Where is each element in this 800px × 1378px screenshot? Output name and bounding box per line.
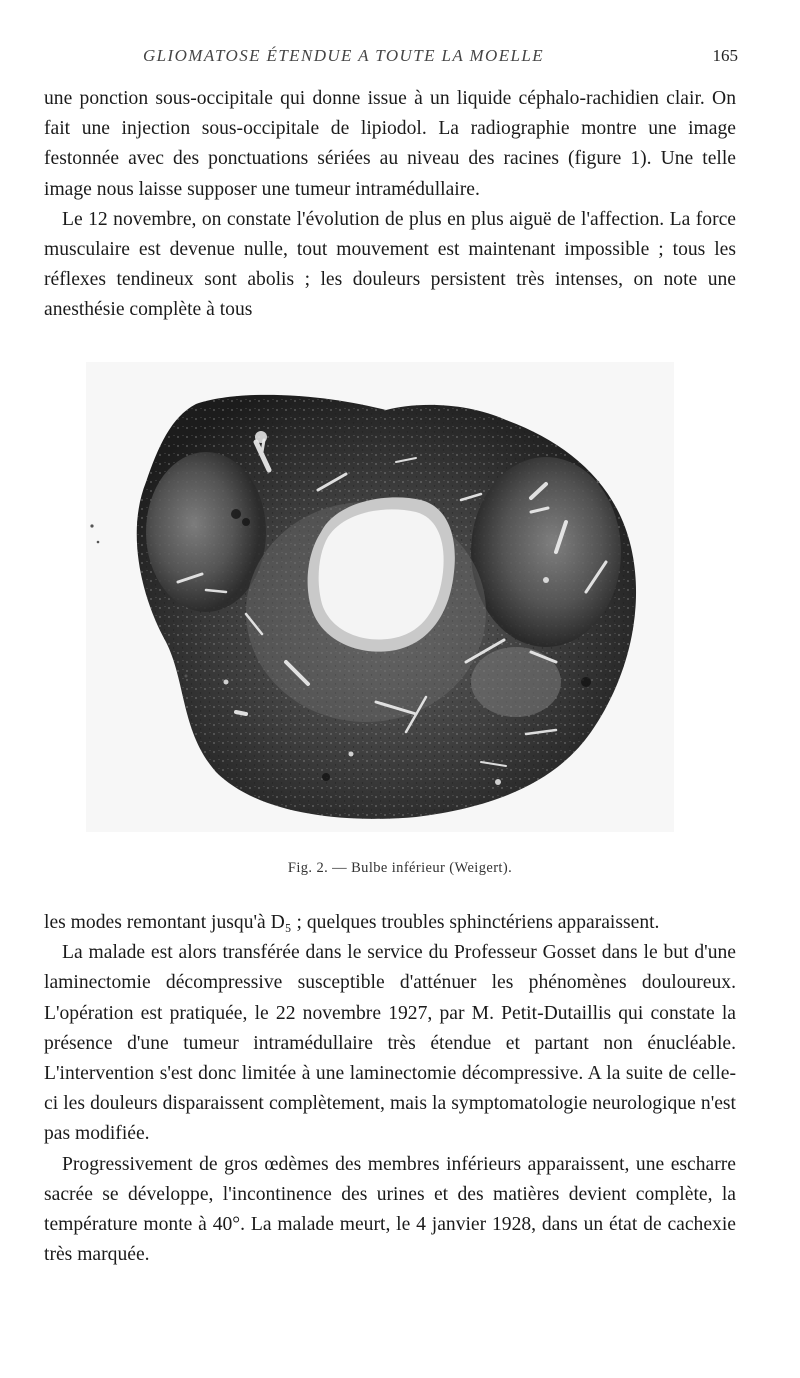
running-title: GLIOMATOSE ÉTENDUE A TOUTE LA MOELLE <box>143 46 544 65</box>
paragraph: Le 12 novembre, on constate l'évolution de plus en plus aiguë de l'affection. La force musculaire est devenue nulle, tout mouvement est maintenant impossible ; tous les réflexes tendineux sont abolis ; les douleurs persistent très intenses, on note une anesthésie complète à tous <box>44 208 736 321</box>
spinal-cord-cross-section-image <box>86 362 674 832</box>
paragraph: La malade est alors transférée dans le service du Professeur Gosset dans le but d'une laminectomie décompressive susceptible d'atténuer les phénomènes douloureux. L'opération est pratiquée, le 22 novembre 1927, par M. Petit-Dutaillis qui constate la présence d'une tumeur intramédullaire très étendue et partant non énucléable. L'intervention s'est donc limitée à une laminectomie décompressive. A la suite de celle-ci les douleurs disparaissent complètement, mais la symptomatologie neurologique n'est pas modifiée. <box>44 942 736 1145</box>
running-header <box>48 46 738 76</box>
page-number: 165 <box>712 46 738 65</box>
figure-caption: Fig. 2. — Bulbe inférieur (Weigert). <box>287 860 513 876</box>
paragraph-continuation: les modes remontant jusqu'à D₅ ; quelques troubles sphinctériens apparaissent. <box>44 912 660 933</box>
paragraph-continuation: une ponction sous-occipitale qui donne issue à un liquide céphalo-rachidien clair. On fait une injection sous-occipitale de lipiodol. La radiographie montre une image festonnée avec des ponctuations sériées au niveau des racines (figure 1). Une telle image nous laisse supposer une tumeur intramédullaire. <box>44 88 736 200</box>
body-text-top <box>44 84 736 326</box>
paragraph: Progressivement de gros œdèmes des membres inférieurs apparaissent, une escharre sacrée se développe, l'incontinence des urines et des matières devient complète, la température monte à 40°. La malade meurt, le 4 janvier 1928, dans un état de cachexie très marquée. <box>44 1153 736 1266</box>
figure-histology-section <box>86 362 674 832</box>
body-text-bottom <box>44 908 736 1270</box>
